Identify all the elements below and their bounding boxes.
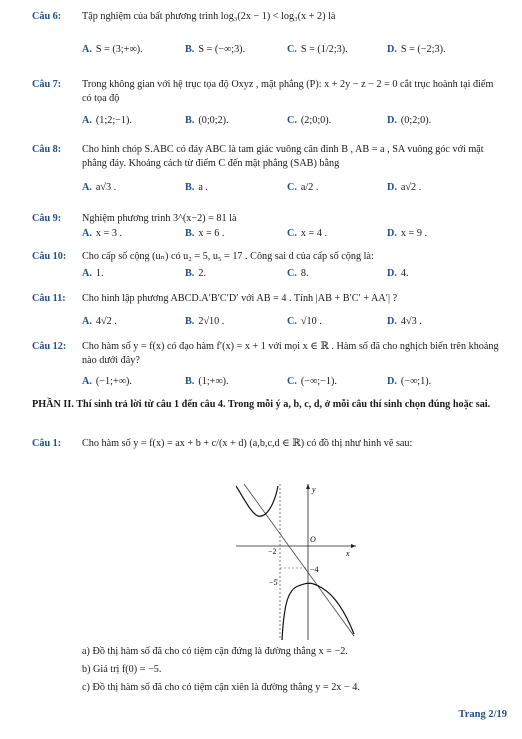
option-c: C. a/2 . <box>287 182 319 193</box>
options-row <box>82 182 522 196</box>
page-number: Trang 2/19 <box>458 709 507 720</box>
option-a: A. S = (3;+∞). <box>82 44 143 55</box>
question-text: Trong không gian với hệ trục tọa độ Oxyz , mặt phẳng (P): x + 2y − z − 2 = 0 cắt trục hoành tại điểm có tọa độ <box>82 79 494 104</box>
x-axis-label: x <box>346 549 350 558</box>
question-number: Câu 1: <box>32 438 62 449</box>
statement-c: c) Đồ thị hàm số đã cho có tiệm cận xiên là đường thẳng y = 2x − 4. <box>82 682 360 693</box>
statement-a: a) Đồ thị hàm số đã cho có tiệm cận đứng là đường thẳng x = −2. <box>82 646 348 657</box>
option-b: B. (0;0;2). <box>185 115 229 126</box>
option-d: D. a√2 . <box>387 182 422 193</box>
question-text: Tập nghiệm của bất phương trình log₃(2x − 1) < log₃(x + 2) là <box>82 11 336 22</box>
statement-b: b) Giá trị f(0) = −5. <box>82 664 162 675</box>
question-number: Câu 11: <box>32 293 66 304</box>
curve-left-branch <box>236 486 278 516</box>
oblique-asymptote <box>244 484 354 636</box>
function-graph <box>236 484 356 640</box>
option-c: C. 8. <box>287 268 309 279</box>
option-b: B. (1;+∞). <box>185 376 229 387</box>
y-tick-label: −5 <box>269 578 278 587</box>
options-row <box>82 44 522 58</box>
option-a: A. 4√2 . <box>82 316 117 327</box>
question-number: Câu 7: <box>32 79 62 90</box>
part-2-heading: PHẦN II. Thí sinh trả lời từ câu 1 đến câu 4. Trong mỗi ý a, b, c, d, ở mỗi câu thí sinh chọn đúng hoặc sai. <box>32 399 491 410</box>
question-number: Câu 9: <box>32 213 62 224</box>
question-text: Cho hình lập phương ABCD.A′B′C′D′ với AB = 4 . Tính |AB + B′C′ + AA′| ? <box>82 293 398 304</box>
options-row <box>82 228 522 242</box>
option-d: D. (0;2;0). <box>387 115 432 126</box>
option-c: C. S = (1/2;3). <box>287 44 348 55</box>
question-text: Cho hàm số y = f(x) có đạo hàm f′(x) = x + 1 với mọi x ∈ ℝ . Hàm số đã cho nghịch biến trên khoảng nào dưới đây? <box>82 341 499 366</box>
question-text: Cho hình chóp S.ABC có đáy ABC là tam giác vuông cân đỉnh B , AB = a , SA vuông góc với mặt phẳng đáy. Khoảng cách từ điểm C đến mặt phẳng (SAB) bằng <box>82 144 484 169</box>
y-axis-label: y <box>312 485 316 494</box>
question-number: Câu 6: <box>32 11 62 22</box>
option-b: B. x = 6 . <box>185 228 225 239</box>
option-d: D. 4. <box>387 268 409 279</box>
option-d: D. (−∞;1). <box>387 376 432 387</box>
option-a: A. 1. <box>82 268 104 279</box>
option-d: D. 4√3 . <box>387 316 422 327</box>
option-a: A. (1;2;−1). <box>82 115 132 126</box>
question-number: Câu 8: <box>32 144 62 155</box>
x-axis-arrow-icon <box>351 544 356 548</box>
y-axis-arrow-icon <box>306 484 310 489</box>
option-b: B. 2√10 . <box>185 316 225 327</box>
option-b: B. 2. <box>185 268 206 279</box>
options-row <box>82 115 522 129</box>
option-b: B. a . <box>185 182 208 193</box>
option-c: C. (2;0;0). <box>287 115 332 126</box>
option-c: C. (−∞;−1). <box>287 376 337 387</box>
options-row <box>82 268 522 282</box>
options-row <box>82 316 522 330</box>
option-b: B. S = (−∞;3). <box>185 44 246 55</box>
question-text: Nghiệm phương trình 3^(x−2) = 81 là <box>82 213 237 224</box>
x-tick-label: −2 <box>268 547 277 556</box>
option-c: C. √10 . <box>287 316 322 327</box>
question-number: Câu 10: <box>32 251 67 262</box>
option-a: A. a√3 . <box>82 182 117 193</box>
option-a: A. x = 3 . <box>82 228 123 239</box>
origin-label: O <box>310 535 316 544</box>
option-d: D. S = (−2;3). <box>387 44 446 55</box>
option-d: D. x = 9 . <box>387 228 428 239</box>
y-tick-label: −4 <box>310 565 319 574</box>
options-row <box>82 376 522 390</box>
option-c: C. x = 4 . <box>287 228 328 239</box>
question-number: Câu 12: <box>32 341 67 352</box>
question-text: Cho hàm số y = f(x) = ax + b + c/(x + d) (a,b,c,d ∈ ℝ) có đồ thị như hình vẽ sau: <box>82 438 413 449</box>
question-text: Cho cấp số cộng (uₙ) có u₂ = 5, u₅ = 17 . Công sai d của cấp số cộng là: <box>82 251 374 262</box>
curve-right-branch <box>282 583 354 640</box>
option-a: A. (−1;+∞). <box>82 376 132 387</box>
